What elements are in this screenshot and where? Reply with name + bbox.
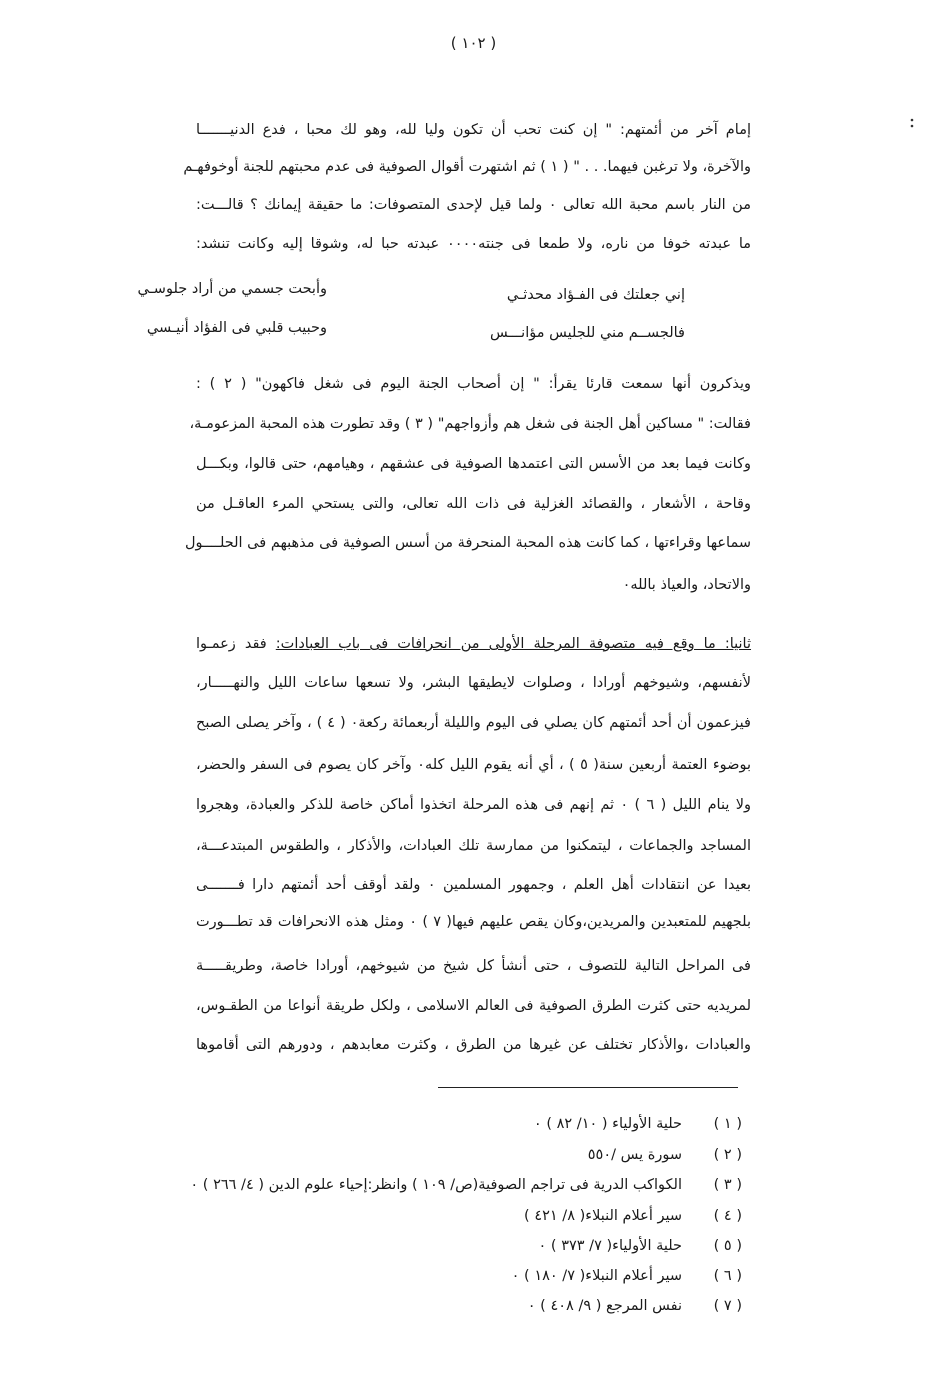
footnote-number: ( ٧ ) [713, 1298, 742, 1314]
footnote-number: ( ١ ) [713, 1116, 742, 1132]
text-line: ولا ينام الليل ( ٦ ) ٠ ثم إنهم فى هذه المرحلة اتخذوا أماكن خاصة للذكر والعبادة، وهجروا [196, 797, 751, 813]
footnote-number: ( ٤ ) [713, 1208, 742, 1224]
text-line: بعيدا عن انتقادات أهل العلم ، وجمهور المسلمين ٠ ولقد أوقف أحد أئمتهم دارا فـــــــى [196, 877, 751, 893]
text-line: والعبادات ،والأذكار تختلف عن غيرها من الطرق ، وكثرت معابدهم ، ودورهم التى أقاموها [196, 1037, 751, 1053]
footnote [539, 1238, 742, 1254]
section-heading: ثانيا: ما وقع فيه متصوفة المرحلة الأولى من انحرافات فى باب العبادات: [275, 636, 752, 652]
text-line: والآخرة، ولا ترغبن فيهما. . . " ( ١ ) ثم اشتهرت أقوال الصوفية فى عدم محبتهم للجنة أوخوفهـم [183, 159, 751, 175]
footnote-number: ( ٥ ) [713, 1238, 742, 1254]
footnote-number: ( ٢ ) [713, 1147, 742, 1163]
text-line: وكانت فيما بعد من الأسس التى اعتمدها الصوفية فى عشقهم ، وهيامهم، حتى قالوا، وبكـــل [196, 456, 751, 472]
text-line: فيزعمون أن أحد أئمتهم كان يصلي فى اليوم والليلة أربعمائة ركعة٠ ( ٤ ) ، وآخر يصلى الصبح [196, 715, 751, 731]
footnote-number: ( ٦ ) [713, 1268, 742, 1284]
text-line: لمريديه حتى كثرت الطرق الصوفية فى العالم الاسلامى ، ولكل طريقة أنواعا من الطقـوس، [196, 998, 751, 1014]
text-line: إمام آخر من أئمتهم: " إن كنت تحب أن تكون وليا لله، وهو لك محبا ، فدع الدنيـــــــا [196, 122, 751, 138]
footnote-text: نفس المرجع ( ٩/ ٤٠٨ ) ٠ [527, 1298, 682, 1314]
footnote-text: الكواكب الدرية فى تراجم الصوفية(ص/ ١٠٩ ) وانظر:إحياء علوم الدين ( ٤/ ٢٦٦ ) ٠ [190, 1177, 682, 1193]
footnote-separator [438, 1087, 738, 1088]
footnote-text: سورة يس /٥٥٠ [587, 1147, 682, 1163]
text-line: بوضوء العتمة أربعين سنة( ٥ ) ، أي أنه يقوم الليل كله٠ وآخر كان يصوم فى السفر والحضر، [196, 757, 751, 773]
poem-hemistich-left: وأبحت جسمي من أراد جلوسـي [137, 281, 327, 297]
text-line: ويذكرون أنها سمعت قارئا يقرأ: " إن أصحاب الجنة اليوم فى شغل فاكهون" ( ٢ ) : [196, 376, 751, 392]
footnote-text: حلية الأولياء ( ١٠/ ٨٢ ) ٠ [533, 1116, 682, 1132]
footnote [588, 1147, 742, 1163]
poem-hemistich-right: إني جعلتك فى الفـؤاد محدثـي [506, 287, 685, 303]
poem-hemistich-right: فالجســم مني للجليس مؤانـــس [489, 325, 685, 341]
footnote-text: سير أعلام النبلاء( ٨/ ٤٢١ ) [524, 1208, 682, 1224]
footnote-text: سير أعلام النبلاء( ٧/ ١٨٠ ) ٠ [511, 1268, 682, 1284]
text-line: والاتحاد، والعياذ بالله٠ [622, 577, 751, 593]
footnote-number: ( ٣ ) [713, 1177, 742, 1193]
page-number: ( ١٠٢ ) [450, 34, 497, 52]
text-line: وقاحة ، الأشعار ، والقصائد الغزلية فى ذات الله تعالى، والتى يستحي المرء العاقـل من [196, 496, 751, 512]
footnote [512, 1268, 742, 1284]
footnote-text: حلية الأولياء( ٧/ ٣٧٣ ) ٠ [538, 1238, 682, 1254]
text-line: سماعها وقراءتها ، كما كانت هذه المحبة المنحرفة من أسس الصوفية فى مذهبهم فى الحلــــول [184, 535, 751, 551]
text-line: لأنفسهم، وشيوخهم أورادا ، وصلوات لايطيقها البشر، ولا تسعها ساعات الليل والنهـــــار، [196, 675, 751, 691]
section-heading-line [196, 634, 751, 654]
text-line: فقالت: " مساكين أهل الجنة فى شغل هم وأزواجهم" ( ٣ ) وقد تطورت هذه المحبة المزعومـة، [189, 416, 751, 432]
poem-hemistich-left: وحبيب قلبي فى الفؤاد أنيـسي [146, 320, 327, 336]
footnote [528, 1298, 742, 1314]
text-line: من النار باسم محبة الله تعالى ٠ ولما قيل لإحدى المتصوفات: ما حقيقة إيمانك ؟ قالـــت: [196, 197, 751, 213]
text-line: فى المراحل التالية للتصوف ، حتى أنشأ كل شيخ من شيوخهم، أورادا خاصة، وطريقـــــة [196, 958, 751, 974]
footnote [190, 1177, 742, 1193]
section-heading-continuation: فقد زعمـوا [196, 636, 267, 652]
margin-mark-icon [908, 117, 916, 131]
footnote [524, 1208, 742, 1224]
footnote [534, 1116, 742, 1132]
text-line: ما عبدته خوفا من ناره، ولا طمعا فى جنته٠٠٠٠ عبدته حبا له، وشوقا إليه وكانت تنشد: [196, 236, 751, 252]
text-line: بلجهيم للمتعبدين والمريدين،وكان يقص عليهم فيها( ٧ ) ٠ ومثل هذه الانحرافات قد تطـــورت [196, 914, 751, 930]
text-line: المساجد والجماعات ، ليتمكنوا من ممارسة تلك العبادات، والأذكار ، والطقوس المبتدعـــة، [196, 838, 751, 854]
